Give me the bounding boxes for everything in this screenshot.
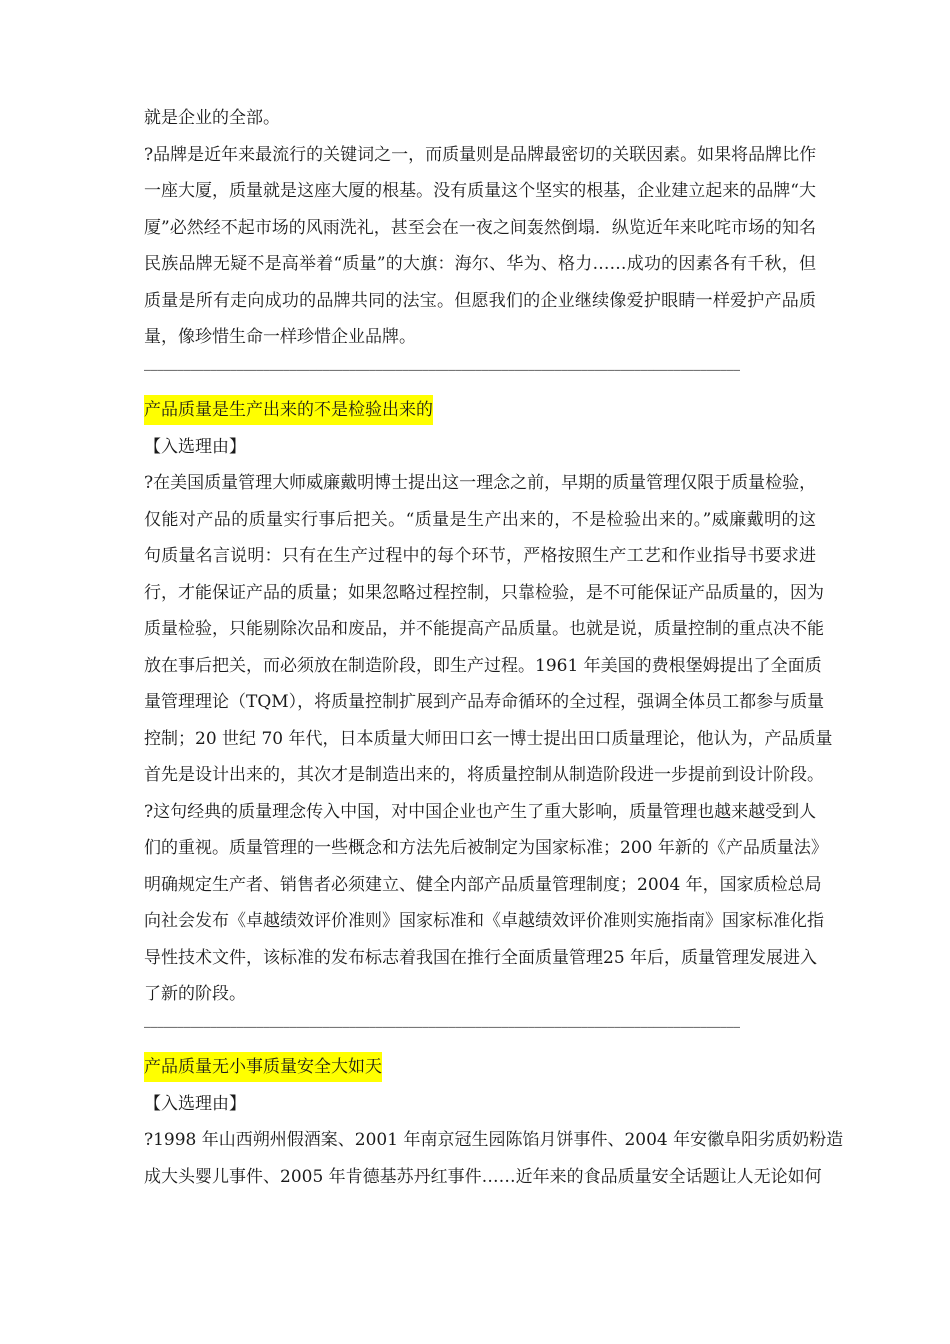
text-line: 首先是设计出来的，其次才是制造出来的，将质量控制从制造阶段进一步提前到设计阶段。 xyxy=(144,765,824,785)
text-line: 成大头婴儿事件、2005 年肯德基苏丹红事件……近年来的食品质量安全话题让人无论如何 xyxy=(144,1166,822,1187)
text-line: 们的重视。质量管理的一些概念和方法先后被制定为国家标准；200 年新的《产品质量法》 xyxy=(144,838,828,858)
text-line: 明确规定生产者、销售者必须建立、健全内部产品质量管理制度；2004 年，国家质检总局 xyxy=(144,874,822,895)
section-heading-highlighted: 产品质量无小事质量安全大如天 xyxy=(144,1052,382,1082)
text-line: ?在美国质量管理大师威廉戴明博士提出这一理念之前，早期的质量管理仅限于质量检验， xyxy=(144,473,817,493)
text-line: 放在事后把关，而必须放在制造阶段，即生产过程。1961 年美国的费根堡姆提出了全面质 xyxy=(144,655,822,676)
text-line: 一座大厦，质量就是这座大厦的根基。没有质量这个坚实的根基，企业建立起来的品牌“大 xyxy=(144,181,816,201)
text-line: 导性技术文件，该标准的发布标志着我国在推行全面质量管理25 年后，质量管理发展进入 xyxy=(144,947,818,968)
text-line: 质量是所有走向成功的品牌共同的法宝。但愿我们的企业继续像爱护眼睛一样爱护产品质 xyxy=(144,290,816,311)
section-quality-produced xyxy=(144,392,833,1013)
text-line: 句质量名言说明：只有在生产过程中的每个环节，严格按照生产工艺和作业指导书要求进 xyxy=(144,546,816,566)
text-line: 量，像珍惜生命一样珍惜企业品牌。 xyxy=(144,327,416,347)
heading-row xyxy=(144,392,816,429)
reason-label: 【入选理由】 xyxy=(144,1093,246,1114)
section-quality-safety xyxy=(144,1049,844,1195)
document-page xyxy=(144,100,844,1195)
text-line: 向社会发布《卓越绩效评价准则》国家标准和《卓越绩效评价准则实施指南》国家标准化指 xyxy=(144,911,824,931)
text-line: 就是企业的全部。 xyxy=(144,108,280,128)
text-line: 质量检验，只能剔除次品和废品，并不能提高产品质量。也就是说，质量控制的重点决不能 xyxy=(144,619,824,639)
text-line: ?品牌是近年来最流行的关键词之一，而质量则是品牌最密切的关联因素。如果将品牌比作 xyxy=(144,144,817,165)
text-line: 了新的阶段。 xyxy=(144,984,246,1004)
text-line: 量管理理论（TQM），将质量控制扩展到产品寿命循环的全过程，强调全体员工都参与质量 xyxy=(144,692,825,712)
text-line: 民族品牌无疑不是高举着“质量”的大旗：海尔、华为、格力……成功的因素各有千秋，但 xyxy=(144,254,816,274)
section-separator: —————————————————————————————————————————————————————————————————————————————————————————— xyxy=(144,1019,741,1033)
text-line: 厦”必然经不起市场的风雨洗礼，甚至会在一夜之间轰然倒塌．纵览近年来叱咤市场的知名 xyxy=(144,217,816,238)
text-line: 行，才能保证产品的质量；如果忽略过程控制，只靠检验，是不可能保证产品质量的，因为 xyxy=(144,582,824,603)
text-line: ?1998 年山西朔州假酒案、2001 年南京冠生园陈馅月饼事件、2004 年安徽阜阳劣质奶粉造 xyxy=(144,1130,844,1150)
intro-paragraph xyxy=(144,100,816,356)
text-line: 仅能对产品的质量实行事后把关。“质量是生产出来的，不是检验出来的。”威廉戴明的这 xyxy=(144,509,816,530)
section-heading-highlighted: 产品质量是生产出来的不是检验出来的 xyxy=(144,395,433,425)
heading-row xyxy=(144,1049,816,1086)
text-line: ?这句经典的质量理念传入中国，对中国企业也产生了重大影响，质量管理也越来越受到人 xyxy=(144,801,817,822)
text-line: 控制；20 世纪 70 年代，日本质量大师田口玄一博士提出田口质量理论，他认为，产品质量 xyxy=(144,728,833,749)
section-separator: —————————————————————————————————————————————————————————————————————————————————————————— xyxy=(144,362,741,376)
reason-label: 【入选理由】 xyxy=(144,436,246,457)
